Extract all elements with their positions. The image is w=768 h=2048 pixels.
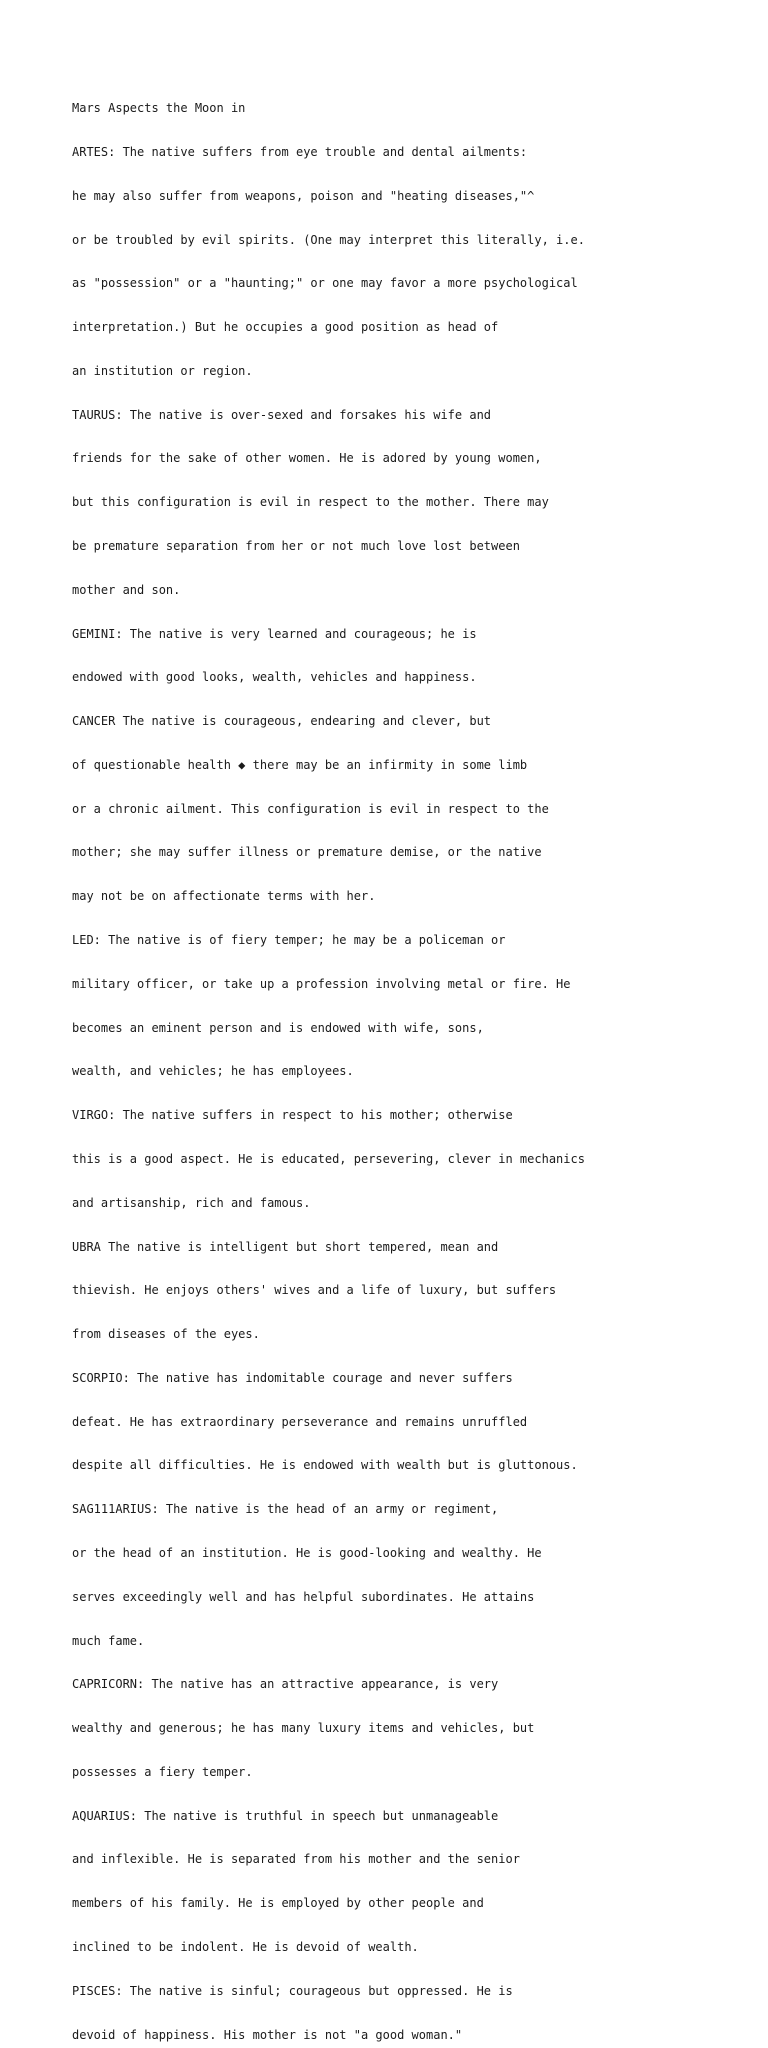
text-line: military officer, or take up a profession involving metal or fire. He [72,976,571,991]
text-line: he may also suffer from weapons, poison and "heating diseases,"^ [72,188,535,203]
text-line: wealth, and vehicles; he has employees. [72,1064,354,1079]
text-line: UBRA The native is intelligent but short tempered, mean and [72,1239,499,1254]
text-line: and inflexible. He is separated from his mother and the senior [72,1852,520,1867]
text-line: LED: The native is of fiery temper; he may be a policeman or [72,933,506,948]
text-line: GEMINI: The native is very learned and courageous; he is [72,626,477,641]
text-line: much fame. [72,1633,145,1648]
text-line: defeat. He has extraordinary perseverance and remains unruffled [72,1414,528,1429]
text-line: CAPRICORN: The native has an attractive appearance, is very [72,1677,499,1692]
text-line: but this configuration is evil in respect to the mother. There may [72,495,549,510]
text-line: SCORPIO: The native has indomitable courage and never suffers [72,1370,513,1385]
text-line: thievish. He enjoys others' wives and a life of luxury, but suffers [72,1283,557,1298]
text-line: of questionable health ◆ there may be an infirmity in some limb [72,757,528,772]
text-line: this is a good aspect. He is educated, persevering, clever in mechanics [72,1151,585,1166]
text-line: CANCER The native is courageous, endearing and clever, but [72,714,492,729]
text-line: or a chronic ailment. This configuration is evil in respect to the [72,801,549,816]
text-line: be premature separation from her or not much love lost between [72,539,520,553]
text-line: mother and son. [72,582,181,597]
text-line: endowed with good looks, wealth, vehicles and happiness. [72,670,477,685]
document-text [72,72,585,2048]
heading-line: Mars Aspects the Moon in [72,101,246,116]
text-line: and artisanship, rich and famous. [72,1195,311,1210]
text-line: mother; she may suffer illness or premature demise, or the native [72,845,542,860]
text-line: inclined to be indolent. He is devoid of wealth. [72,1940,419,1954]
text-line: AQUARIUS: The native is truthful in speech but unmanageable [72,1808,499,1823]
text-line: interpretation.) But he occupies a good position as head of [72,320,499,335]
text-line: ARTES: The native suffers from eye trouble and dental ailments: [72,144,528,159]
text-line: friends for the sake of other women. He is adored by young women, [72,451,542,466]
text-line: despite all difficulties. He is endowed with wealth but is gluttonous. [72,1458,578,1473]
text-line: members of his family. He is employed by other people and [72,1896,484,1911]
text-line: serves exceedingly well and has helpful subordinates. He attains [72,1589,535,1604]
text-line: an institution or region. [72,363,253,378]
text-line: possesses a fiery temper. [72,1764,253,1779]
text-line: may not be on affectionate terms with her. [72,889,376,904]
text-line: becomes an eminent person and is endowed with wife, sons, [72,1020,484,1035]
text-line: wealthy and generous; he has many luxury items and vehicles, but [72,1721,535,1736]
text-line: VIRGO: The native suffers in respect to his mother; otherwise [72,1108,513,1123]
text-line: TAURUS: The native is over-sexed and forsakes his wife and [72,407,492,422]
text-line: PISCES: The native is sinful; courageous but oppressed. He is [72,1983,513,1998]
text-line: SAG111ARIUS: The native is the head of an army or regiment, [72,1502,499,1517]
text-line: from diseases of the eyes. [72,1327,260,1342]
text-line: as "possession" or a "haunting;" or one may favor a more psychological [72,276,578,291]
text-line: devoid of happiness. His mother is not "a good woman." [72,2027,463,2042]
text-line: or be troubled by evil spirits. (One may interpret this literally, i.e. [72,232,585,247]
text-line: or the head of an institution. He is good-looking and wealthy. He [72,1545,542,1560]
